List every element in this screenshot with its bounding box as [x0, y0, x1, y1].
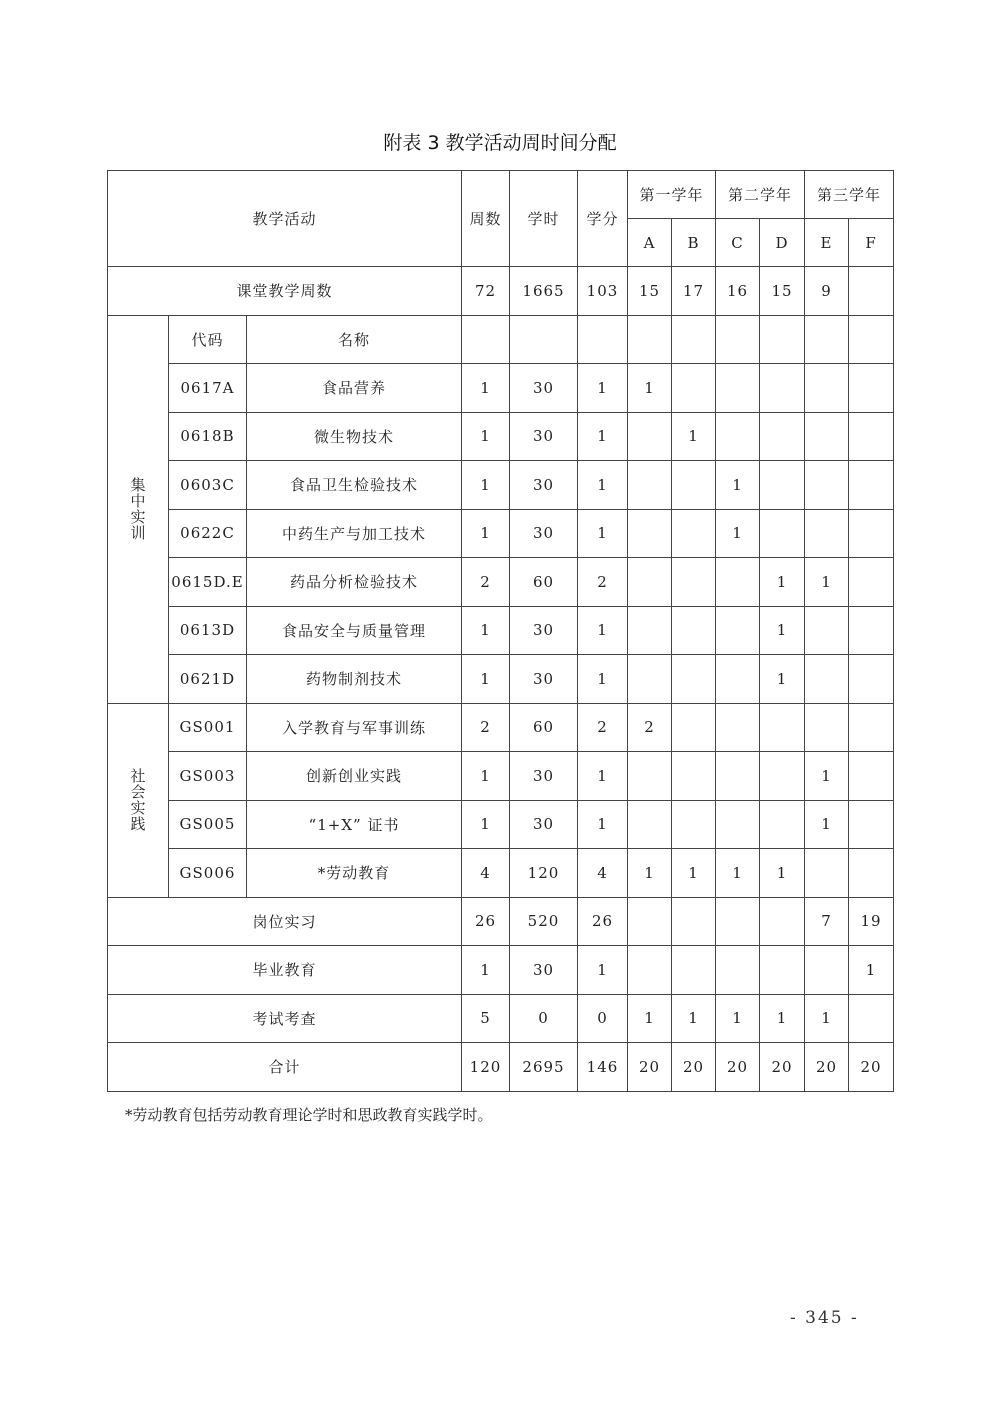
- header-term-c: C: [716, 219, 760, 267]
- cell-name: 药物制剂技术: [247, 655, 462, 704]
- cell-hours: 30: [510, 655, 578, 704]
- table-row: [108, 655, 894, 704]
- cell-term-f: 19: [849, 897, 894, 946]
- cell-weeks: 1: [462, 946, 510, 995]
- header-term-d: D: [760, 219, 805, 267]
- cell-hours: 30: [510, 364, 578, 413]
- cell-credits: 1: [578, 364, 628, 413]
- cell-term-c: 20: [716, 1043, 760, 1092]
- cell-term-c: [716, 752, 760, 801]
- cell-term-b: 1: [672, 994, 716, 1043]
- cell-weeks: 1: [462, 461, 510, 510]
- cell-term-b: [672, 897, 716, 946]
- cell-code: 0621D: [169, 655, 247, 704]
- cell-code: 0618B: [169, 412, 247, 461]
- cell-term-b: 20: [672, 1043, 716, 1092]
- cell-credits: 1: [578, 606, 628, 655]
- cell-name: 中药生产与加工技术: [247, 509, 462, 558]
- cell-credits: 4: [578, 849, 628, 898]
- cell-term-e: [805, 946, 849, 995]
- cell-term-e: [805, 655, 849, 704]
- header-term-b: B: [672, 219, 716, 267]
- cell-credits: 1: [578, 412, 628, 461]
- cell-term-a: [628, 800, 672, 849]
- cell-name: 食品营养: [247, 364, 462, 413]
- header-term-e: E: [805, 219, 849, 267]
- cell-name: 微生物技术: [247, 412, 462, 461]
- table-row: [108, 509, 894, 558]
- cell-term-b: [672, 364, 716, 413]
- cell-term-a: [628, 752, 672, 801]
- cell-term-c: [716, 558, 760, 607]
- cell-term-f: [849, 752, 894, 801]
- cell-hours: 520: [510, 897, 578, 946]
- cell-term-c: 1: [716, 994, 760, 1043]
- cell-term-c: 1: [716, 849, 760, 898]
- cell-credits: 26: [578, 897, 628, 946]
- cell-credits: 103: [578, 267, 628, 316]
- table-row: [108, 461, 894, 510]
- cell-code: 0617A: [169, 364, 247, 413]
- cell-code: GS003: [169, 752, 247, 801]
- cell-credits: 1: [578, 461, 628, 510]
- teaching-activity-table: [107, 170, 894, 1092]
- cell-weeks: 4: [462, 849, 510, 898]
- cell-term-d: [760, 946, 805, 995]
- cell-term-b: [672, 946, 716, 995]
- cell-term-b: [672, 558, 716, 607]
- cell-credits: 1: [578, 655, 628, 704]
- cell-name: 入学教育与军事训练: [247, 703, 462, 752]
- header-weeks: 周数: [462, 171, 510, 267]
- cell-term-b: 17: [672, 267, 716, 316]
- cell-name: 食品安全与质量管理: [247, 606, 462, 655]
- header-year-2: 第二学年: [716, 171, 805, 219]
- row-label: 毕业教育: [108, 946, 462, 995]
- cell-term-d: [760, 703, 805, 752]
- cell-name: 食品卫生检验技术: [247, 461, 462, 510]
- cell-term-a: [628, 606, 672, 655]
- cell-term-e: 1: [805, 994, 849, 1043]
- cell-term-f: [849, 606, 894, 655]
- header-year-3: 第三学年: [805, 171, 894, 219]
- cell-credits: 1: [578, 800, 628, 849]
- table-row: [108, 897, 894, 946]
- cell-term-f: [849, 849, 894, 898]
- cell-term-c: 1: [716, 509, 760, 558]
- cell-term-f: [849, 412, 894, 461]
- cell-term-a: 2: [628, 703, 672, 752]
- cell-term-d: 1: [760, 655, 805, 704]
- cell-term-a: [628, 412, 672, 461]
- cell-weeks: 2: [462, 703, 510, 752]
- cell-credits: 2: [578, 558, 628, 607]
- cell-hours: 120: [510, 849, 578, 898]
- cell-term-b: [672, 606, 716, 655]
- cell-weeks: 1: [462, 752, 510, 801]
- table-row-total: [108, 1043, 894, 1092]
- cell-term-d: [760, 897, 805, 946]
- cell-term-a: [628, 461, 672, 510]
- cell-term-c: [716, 412, 760, 461]
- page-number: - 345 -: [790, 1308, 859, 1328]
- cell-term-d: [760, 752, 805, 801]
- header-term-a: A: [628, 219, 672, 267]
- cell-term-f: 20: [849, 1043, 894, 1092]
- cell-hours: 0: [510, 994, 578, 1043]
- cell-term-f: [849, 655, 894, 704]
- cell-term-f: [849, 994, 894, 1043]
- cell-code: GS001: [169, 703, 247, 752]
- header-activity: 教学活动: [108, 171, 462, 267]
- cell-hours: 30: [510, 946, 578, 995]
- row-label: 合计: [108, 1043, 462, 1092]
- cell-term-c: 16: [716, 267, 760, 316]
- cell-term-d: 1: [760, 606, 805, 655]
- table-row: [108, 849, 894, 898]
- table-row: [108, 946, 894, 995]
- cell-term-f: [849, 509, 894, 558]
- cell-term-e: 1: [805, 558, 849, 607]
- cell-term-d: [760, 800, 805, 849]
- cell-term-a: 1: [628, 364, 672, 413]
- cell-weeks: 1: [462, 364, 510, 413]
- cell-name: 创新创业实践: [247, 752, 462, 801]
- cell-hours: 60: [510, 558, 578, 607]
- cell-term-a: 20: [628, 1043, 672, 1092]
- cell-term-c: [716, 606, 760, 655]
- cell-term-a: 15: [628, 267, 672, 316]
- cell-code: 0613D: [169, 606, 247, 655]
- table-row: [108, 606, 894, 655]
- subheader-code: 代码: [169, 315, 247, 364]
- cell-weeks: 72: [462, 267, 510, 316]
- cell-term-f: [849, 558, 894, 607]
- cell-term-b: [672, 703, 716, 752]
- cell-credits: 1: [578, 946, 628, 995]
- cell-term-e: [805, 412, 849, 461]
- cell-term-e: [805, 849, 849, 898]
- cell-term-f: [849, 461, 894, 510]
- table-row: [108, 703, 894, 752]
- cell-term-b: [672, 800, 716, 849]
- cell-name: 药品分析检验技术: [247, 558, 462, 607]
- cell-credits: 0: [578, 994, 628, 1043]
- cell-weeks: 2: [462, 558, 510, 607]
- cell-term-f: 1: [849, 946, 894, 995]
- row-label: 考试考查: [108, 994, 462, 1043]
- cell-term-c: [716, 800, 760, 849]
- cell-credits: 1: [578, 752, 628, 801]
- cell-term-b: [672, 461, 716, 510]
- cell-term-e: 1: [805, 800, 849, 849]
- cell-term-d: [760, 412, 805, 461]
- cell-term-b: [672, 509, 716, 558]
- cell-hours: 30: [510, 461, 578, 510]
- cell-term-a: [628, 897, 672, 946]
- cell-term-a: [628, 558, 672, 607]
- cell-credits: 1: [578, 509, 628, 558]
- cell-credits: 146: [578, 1043, 628, 1092]
- cell-weeks: 26: [462, 897, 510, 946]
- cell-term-a: [628, 509, 672, 558]
- cell-term-a: 1: [628, 994, 672, 1043]
- cell-name: *劳动教育: [247, 849, 462, 898]
- cell-term-f: [849, 364, 894, 413]
- cell-hours: 30: [510, 606, 578, 655]
- group-label-training: 集中实训: [108, 315, 169, 703]
- cell-term-d: 1: [760, 558, 805, 607]
- cell-term-c: [716, 897, 760, 946]
- cell-term-e: [805, 461, 849, 510]
- cell-term-e: [805, 606, 849, 655]
- cell-term-e: 7: [805, 897, 849, 946]
- cell-term-d: [760, 461, 805, 510]
- cell-hours: 30: [510, 509, 578, 558]
- cell-term-c: [716, 655, 760, 704]
- table-row-classroom: [108, 267, 894, 316]
- cell-weeks: 1: [462, 509, 510, 558]
- cell-weeks: 1: [462, 412, 510, 461]
- cell-hours: 60: [510, 703, 578, 752]
- table-row-subheader: [108, 315, 894, 364]
- cell-term-e: [805, 703, 849, 752]
- cell-code: GS005: [169, 800, 247, 849]
- group-label-social: 社会实践: [108, 703, 169, 897]
- cell-code: 0603C: [169, 461, 247, 510]
- cell-term-d: 1: [760, 849, 805, 898]
- header-term-f: F: [849, 219, 894, 267]
- header-year-1: 第一学年: [628, 171, 716, 219]
- cell-weeks: 1: [462, 606, 510, 655]
- table-title: 附表 3 教学活动周时间分配: [383, 132, 617, 154]
- cell-term-e: [805, 509, 849, 558]
- cell-hours: 30: [510, 412, 578, 461]
- footnote: *劳动教育包括劳动教育理论学时和思政教育实践学时。: [125, 1106, 493, 1124]
- cell-term-b: 1: [672, 412, 716, 461]
- header-hours: 学时: [510, 171, 578, 267]
- cell-hours: 30: [510, 752, 578, 801]
- cell-code: 0615D.E: [169, 558, 247, 607]
- subheader-name: 名称: [247, 315, 462, 364]
- cell-term-e: [805, 364, 849, 413]
- cell-term-a: [628, 655, 672, 704]
- cell-weeks: 5: [462, 994, 510, 1043]
- cell-term-c: [716, 703, 760, 752]
- table-row: [108, 364, 894, 413]
- cell-term-b: [672, 655, 716, 704]
- table-row: [108, 412, 894, 461]
- row-label: 岗位实习: [108, 897, 462, 946]
- cell-hours: 30: [510, 800, 578, 849]
- cell-term-b: [672, 752, 716, 801]
- cell-term-b: 1: [672, 849, 716, 898]
- table-row: [108, 994, 894, 1043]
- cell-term-a: [628, 946, 672, 995]
- cell-code: 0622C: [169, 509, 247, 558]
- cell-credits: 2: [578, 703, 628, 752]
- cell-name: “1+X” 证书: [247, 800, 462, 849]
- cell-weeks: 120: [462, 1043, 510, 1092]
- cell-term-e: 1: [805, 752, 849, 801]
- row-label: 课堂教学周数: [108, 267, 462, 316]
- cell-code: GS006: [169, 849, 247, 898]
- cell-weeks: 1: [462, 655, 510, 704]
- cell-term-e: 9: [805, 267, 849, 316]
- cell-term-f: [849, 703, 894, 752]
- cell-term-e: 20: [805, 1043, 849, 1092]
- cell-term-f: [849, 800, 894, 849]
- cell-term-a: 1: [628, 849, 672, 898]
- cell-term-c: [716, 364, 760, 413]
- cell-term-f: [849, 267, 894, 316]
- header-credits: 学分: [578, 171, 628, 267]
- cell-term-d: [760, 509, 805, 558]
- cell-hours: 1665: [510, 267, 578, 316]
- cell-hours: 2695: [510, 1043, 578, 1092]
- cell-term-d: 1: [760, 994, 805, 1043]
- table-row: [108, 800, 894, 849]
- cell-term-d: 15: [760, 267, 805, 316]
- table-row: [108, 752, 894, 801]
- table-row: [108, 558, 894, 607]
- cell-term-d: 20: [760, 1043, 805, 1092]
- cell-term-d: [760, 364, 805, 413]
- cell-term-c: [716, 946, 760, 995]
- cell-weeks: 1: [462, 800, 510, 849]
- cell-term-c: 1: [716, 461, 760, 510]
